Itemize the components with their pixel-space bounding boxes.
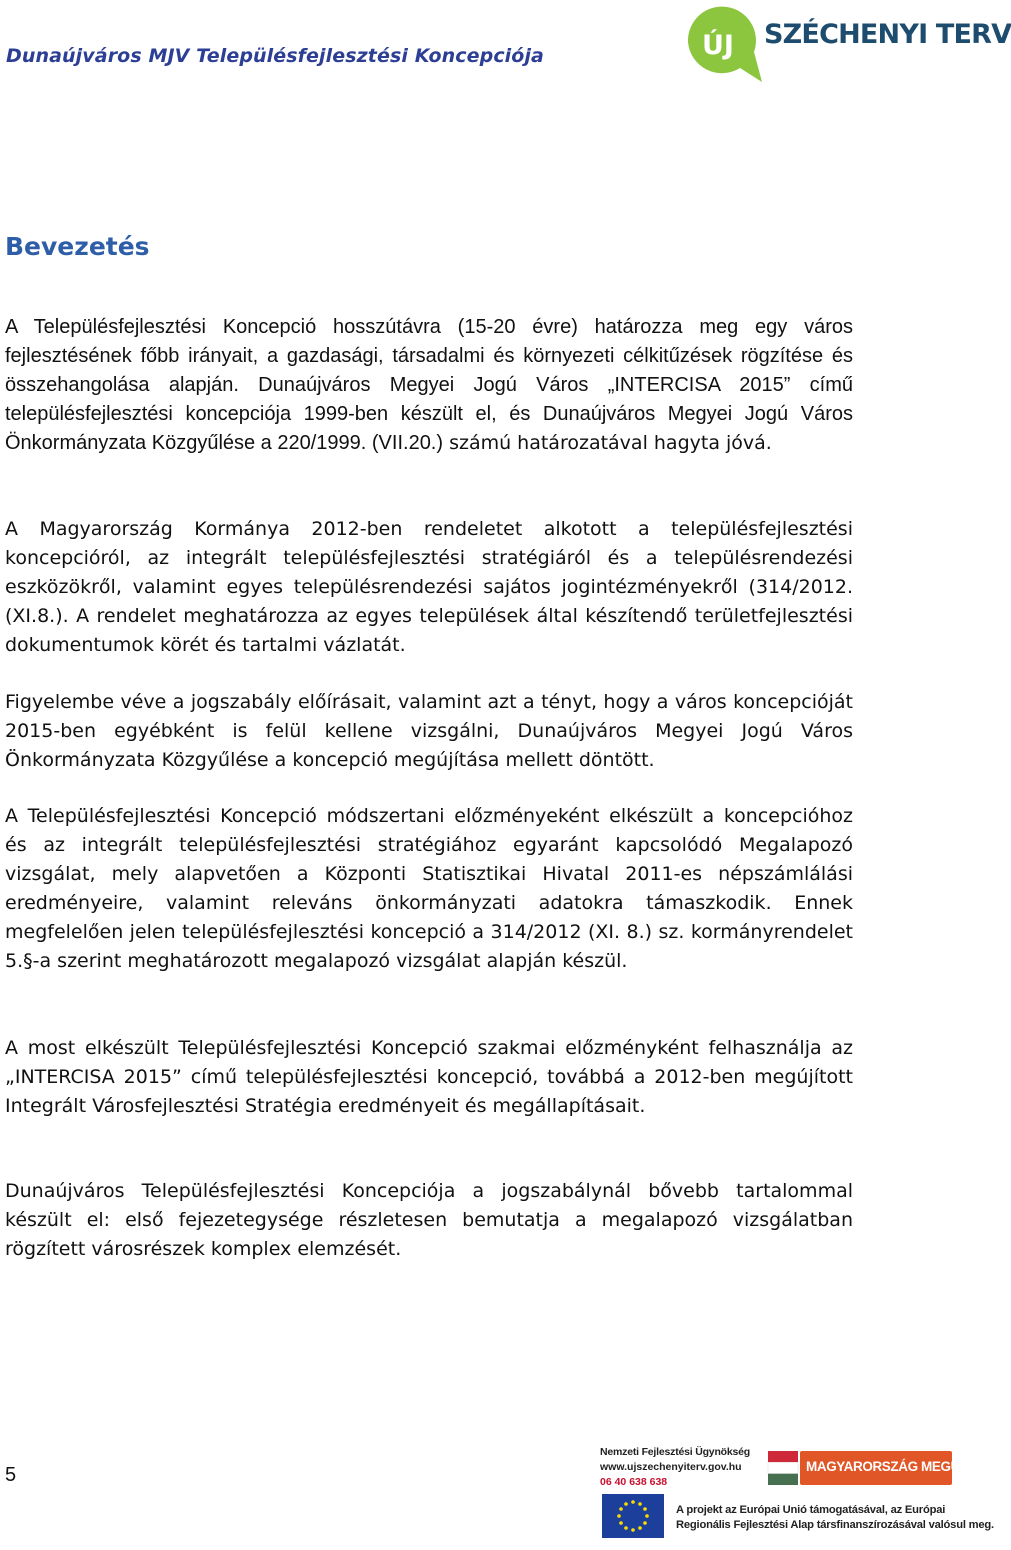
eu-notice-line-1: A projekt az Európai Unió támogatásával, az Európai	[676, 1504, 946, 1516]
paragraph-1-part-1: A Településfejlesztési Koncepció hosszútávra (15-20 évre) határozza meg egy város fejlesztésének főbb irányait, a gazdasági, társadalmi és környezeti célkitűzések rögzítése és összehangolása alapján. Dunaújváros Megyei Jogú Város „INTERCISA 2015” című településfejlesztési koncepciója 1999-ben készült el, és Dunaújváros Megyei Jogú Város Önkormányzata Közgyűlése a 220/1999. (VII.20.)	[5, 316, 853, 454]
magyarorszag-megujul-badge	[768, 1449, 985, 1487]
paragraph-5-text: A most elkészült Településfejlesztési Koncepció szakmai előzményként felhasználja az „INTERCISA 2015” című településfejlesztési koncepció, továbbá a 2012-ben megújított Integrált Városfejlesztési Stratégia eredményeit és megállapításait.	[5, 1037, 853, 1117]
section-heading: Bevezetés	[5, 232, 150, 261]
paragraph-1-part-2: számú határozatával hagyta jóvá.	[443, 431, 772, 454]
eu-notice-line-2: Regionális Fejlesztési Alap társfinanszírozásával valósul meg.	[676, 1518, 994, 1531]
agency-contact-block	[600, 1446, 758, 1492]
page-number: 5	[5, 1464, 17, 1486]
agency-url: www.ujszechenyiterv.gov.hu	[600, 1461, 742, 1473]
agency-name: Nemzeti Fejlesztési Ügynökség	[600, 1446, 751, 1458]
hungarian-flag-icon	[768, 1451, 798, 1485]
eu-stars-icon	[602, 1494, 664, 1538]
eu-funding-notice	[676, 1503, 994, 1532]
paragraph-5	[5, 1034, 853, 1121]
paragraph-2	[5, 515, 853, 660]
agency-phone: 06 40 638 638	[600, 1476, 668, 1488]
uj-badge-text: ÚJ	[702, 30, 734, 61]
paragraph-2-text: A Magyarország Kormánya 2012-ben rendeletet alkotott a településfejlesztési koncepcióról, az integrált településfejlesztési stratégiáról és a településrendezési eszközökről, valamint egyes településrendezési sajátos jogintézményekről (314/2012. (XI.8.). A rendelet meghatározza az egyes települések által készítendő területfejlesztési dokumentumok körét és tartalmi vázlatát.	[5, 518, 853, 656]
eu-flag-icon	[602, 1494, 664, 1538]
szechenyi-terv-brand: SZÉCHENYI TERV	[764, 19, 1011, 50]
paragraph-3-text: Figyelembe véve a jogszabály előírásait, valamint azt a tényt, hogy a város koncepcióját 2015-ben egyébként is felül kellene vizsgálni, Dunaújváros Megyei Jogú Város Önkormányzata Közgyűlése a koncepció megújítása mellett döntött.	[5, 691, 853, 771]
paragraph-4	[5, 802, 853, 975]
paragraph-4-text: A Településfejlesztési Koncepció módszertani előzményeként elkészült a koncepcióhoz és az integrált településfejlesztési stratégiához egyaránt kapcsolódó Megalapozó vizsgálat, mely alapvetően a Központi Statisztikai Hivatal 2011-es népszámlálási eredményeire, valamint releváns önkormányzati adatokra támaszkodik. Ennek megfelelően jelen településfejlesztési koncepció a 314/2012 (XI. 8.) sz. kormányrendelet 5.§-a szerint meghatározott megalapozó vizsgálat alapján készül.	[5, 805, 853, 972]
paragraph-1	[5, 313, 853, 458]
document-header-title: Dunaújváros MJV Településfejlesztési Koncepciója	[6, 45, 544, 67]
paragraph-6	[5, 1177, 853, 1264]
paragraph-6-text: Dunaújváros Településfejlesztési Koncepciója a jogszabálynál bővebb tartalommal készült el: első fejezetegysége részletesen bemutatja a megalapozó vizsgálatban rögzített városrészek komplex elemzését.	[5, 1180, 853, 1260]
badge-box	[800, 1451, 985, 1485]
szechenyi-terv-logo	[682, 2, 1011, 88]
paragraph-3	[5, 688, 853, 775]
badge-text: MAGYARORSZÁG MEGÚJUL	[806, 1459, 985, 1474]
uj-badge-icon	[682, 2, 772, 88]
